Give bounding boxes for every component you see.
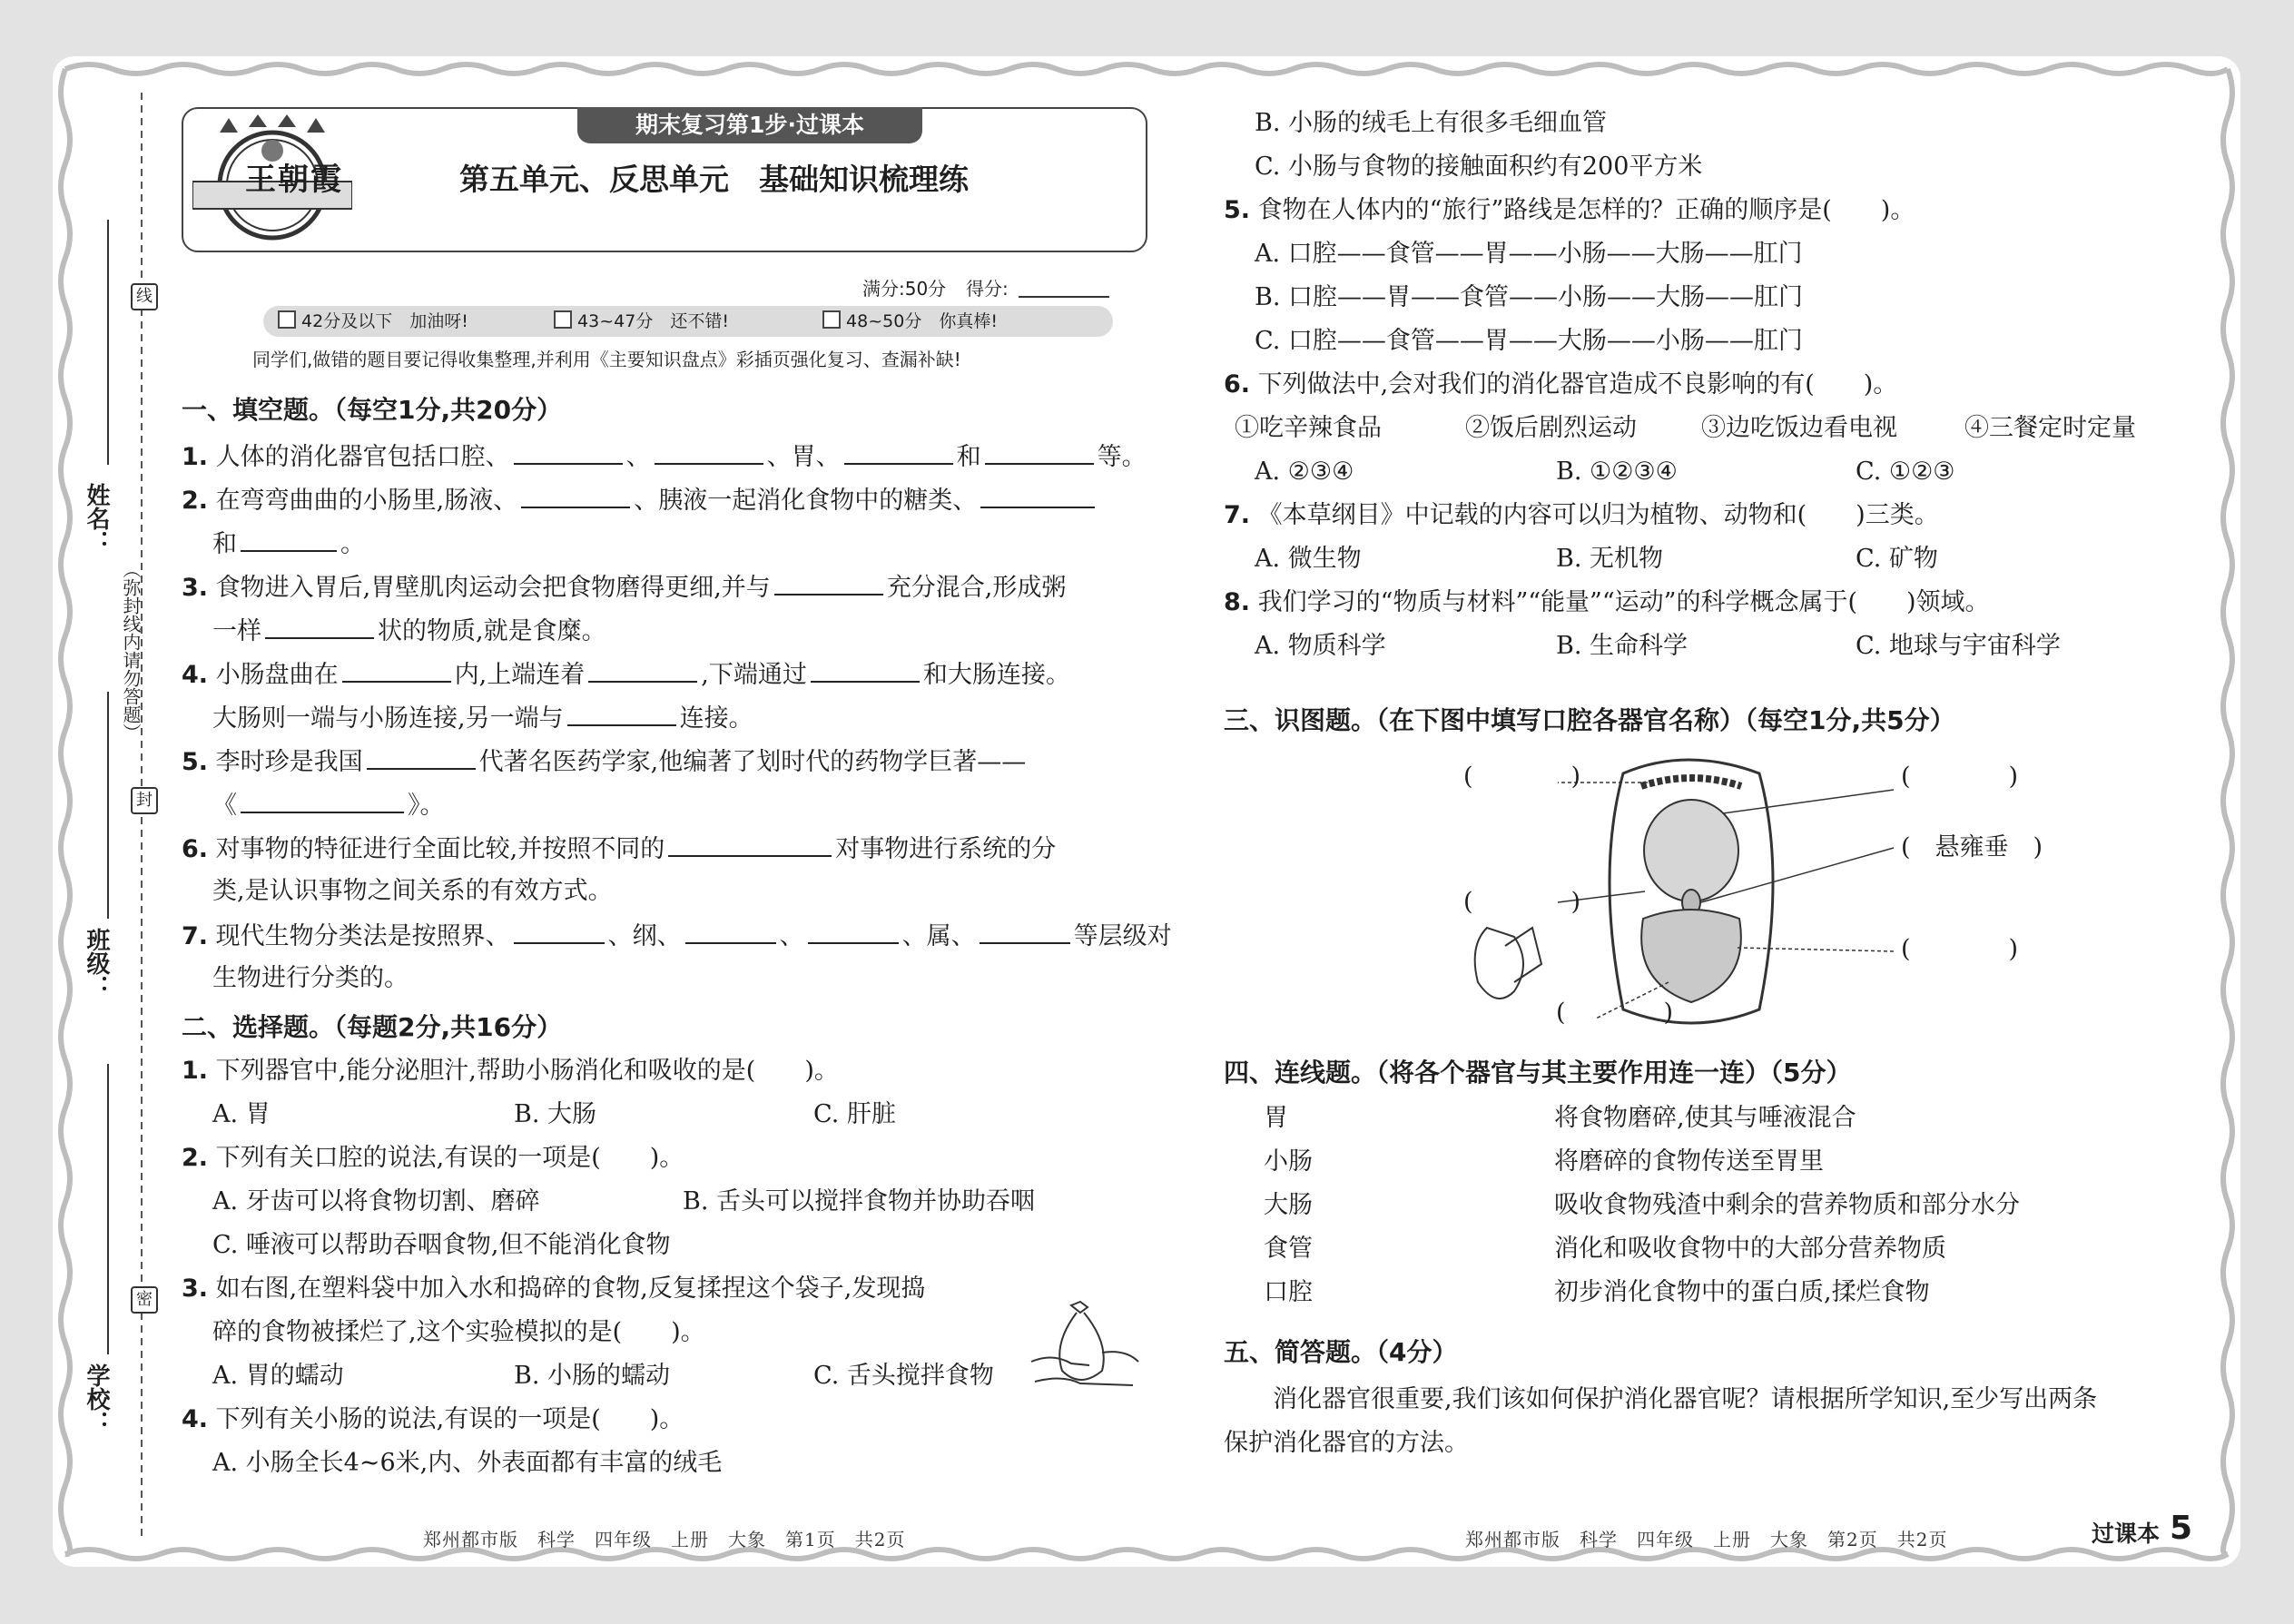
essay-prompt-2: 保护消化器官的方法。 xyxy=(1224,1429,1469,1457)
choice-q7: 7. 《本草纲目》中记载的内容可以归为植物、动物和( )三类。 xyxy=(1224,501,1939,529)
rating-2[interactable]: 43~47分 还不错! xyxy=(554,306,729,337)
page-number: 5 xyxy=(2170,1510,2193,1547)
match-function-4[interactable]: 消化和吸收食物中的大部分营养物质 xyxy=(1554,1235,1946,1263)
choice-q1-b[interactable]: B. 大肠 xyxy=(514,1100,597,1128)
class-field-line[interactable] xyxy=(107,692,109,919)
footer-left: 郑州都市版 科学 四年级 上册 大象 第1页 共2页 xyxy=(423,1529,906,1550)
blank[interactable] xyxy=(985,439,1094,465)
score-got-label: 得分: xyxy=(966,278,1009,300)
choice-q3: 3. 如右图,在塑料袋中加入水和捣碎的食物,反复揉捏这个袋子,发现捣 xyxy=(182,1275,926,1303)
name-field-label: 姓名： xyxy=(83,483,110,554)
blank[interactable] xyxy=(521,483,630,508)
choice-q2-b[interactable]: B. 舌头可以搅拌食物并协助吞咽 xyxy=(683,1187,1036,1216)
book-label: 过课本 xyxy=(2092,1521,2161,1547)
essay-answer-area[interactable] xyxy=(1224,1463,2222,1509)
school-field-line[interactable] xyxy=(107,1064,109,1354)
match-function-5[interactable]: 初步消化食物中的蛋白质,揉烂食物 xyxy=(1554,1278,1930,1306)
diagram-label-uvula: ( 悬雍垂 ) xyxy=(1901,833,2043,861)
diagram-blank-3[interactable]: ( ) xyxy=(1901,763,2019,791)
choice-q5-c[interactable]: C. 口腔——食管——胃——大肠——小肠——肛门 xyxy=(1255,327,1803,355)
fill-q5-cont: 《 》。 xyxy=(212,788,445,822)
blank[interactable] xyxy=(241,527,337,552)
choice-q6-a[interactable]: A. ②③④ xyxy=(1255,458,1354,486)
seal-label-seal: 封 xyxy=(131,787,158,814)
rating-3[interactable]: 48~50分 你真棒! xyxy=(822,306,998,337)
choice-q8: 8. 我们学习的“物质与材料”“能量”“运动”的科学概念属于( )领域。 xyxy=(1224,588,1990,616)
score-full: 满分:50分 xyxy=(862,278,947,300)
seal-label-close: 密 xyxy=(131,1286,158,1314)
match-organ-3[interactable]: 大肠 xyxy=(1264,1191,1313,1219)
school-field-label: 学校： xyxy=(83,1363,110,1434)
section-choice-title: 二、选择题。（每题2分,共16分） xyxy=(182,1012,563,1042)
match-organ-4[interactable]: 食管 xyxy=(1264,1235,1313,1263)
name-field-line[interactable] xyxy=(107,220,109,465)
fill-q1: 1. 人体的消化器官包括口腔、 、 、胃、 和 等。 xyxy=(182,439,1147,474)
match-organ-2[interactable]: 小肠 xyxy=(1264,1147,1313,1176)
choice-q5-b[interactable]: B. 口腔——胃——食管——小肠——大肠——肛门 xyxy=(1255,283,1804,311)
choice-q3-a[interactable]: A. 胃的蠕动 xyxy=(212,1362,344,1390)
page-title: 第五单元、反思单元 基础知识梳理练 xyxy=(459,162,969,197)
diagram-blank-2[interactable]: ( ) xyxy=(1463,888,1581,916)
match-function-1[interactable]: 将食物磨碎,使其与唾液混合 xyxy=(1554,1104,1856,1132)
choice-q4-a[interactable]: A. 小肠全长4~6米,内、外表面都有丰富的绒毛 xyxy=(212,1449,723,1477)
blank[interactable] xyxy=(685,919,776,944)
logo-text: 王朝霞 xyxy=(245,162,343,198)
fill-q6: 6. 对事物的特征进行全面比较,并按照不同的 对事物进行系统的分 xyxy=(182,832,1056,866)
choice-q3-cont: 碎的食物被揉烂了,这个实验模拟的是( )。 xyxy=(212,1318,705,1346)
blank[interactable] xyxy=(808,919,899,944)
fill-q5: 5. 李时珍是我国 代著名医药学家,他编著了划时代的药物学巨著—— xyxy=(182,744,1026,779)
match-function-2[interactable]: 将磨碎的食物传送至胃里 xyxy=(1554,1147,1824,1176)
blank[interactable] xyxy=(367,744,476,770)
footer-right: 郑州都市版 科学 四年级 上册 大象 第2页 共2页 xyxy=(1465,1529,1948,1550)
section-match-title: 四、连线题。（将各个器官与其主要作用连一连）（5分） xyxy=(1224,1058,1852,1088)
blank[interactable] xyxy=(588,657,697,683)
fill-q2-cont: 和 。 xyxy=(212,527,365,561)
choice-q8-b[interactable]: B. 生命科学 xyxy=(1556,632,1689,660)
blank[interactable] xyxy=(774,570,883,595)
choice-q8-a[interactable]: A. 物质科学 xyxy=(1255,632,1386,660)
choice-q4-b[interactable]: B. 小肠的绒毛上有很多毛细血管 xyxy=(1255,109,1608,137)
blank[interactable] xyxy=(668,832,832,857)
choice-q5-a[interactable]: A. 口腔——食管——胃——小肠——大肠——肛门 xyxy=(1255,240,1803,268)
score-got-field[interactable] xyxy=(1019,296,1109,298)
fill-q3: 3. 食物进入胃后,胃壁肌肉运动会把食物磨得更细,并与 充分混合,形成粥 xyxy=(182,570,1066,605)
section-fill-title: 一、填空题。（每空1分,共20分） xyxy=(182,395,563,425)
fill-q4-cont: 大肠则一端与小肠连接,另一端与 连接。 xyxy=(212,701,753,735)
choice-q6-opt1: ①吃辛辣食品 xyxy=(1235,414,1382,442)
choice-q3-b[interactable]: B. 小肠的蠕动 xyxy=(514,1362,671,1390)
match-organ-5[interactable]: 口腔 xyxy=(1264,1278,1313,1306)
blank[interactable] xyxy=(844,439,953,465)
diagram-blank-5[interactable]: ( ) xyxy=(1556,999,1674,1027)
choice-q7-b[interactable]: B. 无机物 xyxy=(1556,545,1664,573)
choice-q6-opt3: ③边吃饭边看电视 xyxy=(1701,414,1897,442)
choice-q7-c[interactable]: C. 矿物 xyxy=(1856,545,1938,573)
section-essay-title: 五、简答题。（4分） xyxy=(1224,1337,1458,1367)
match-function-3[interactable]: 吸收食物残渣中剩余的营养物质和部分水分 xyxy=(1554,1191,2020,1219)
blank[interactable] xyxy=(567,701,676,726)
blank[interactable] xyxy=(980,919,1070,944)
blank[interactable] xyxy=(265,614,374,639)
section-diagram-title: 三、识图题。（在下图中填写口腔各器官名称）（每空1分,共5分） xyxy=(1224,705,1955,735)
fill-q7: 7. 现代生物分类法是按照界、 、纲、 、 、属、 等层级对 xyxy=(182,919,1172,953)
fill-q7-cont: 生物进行分类的。 xyxy=(212,964,409,992)
choice-q2: 2. 下列有关口腔的说法,有误的一项是( )。 xyxy=(182,1144,684,1172)
choice-q8-c[interactable]: C. 地球与宇宙科学 xyxy=(1856,632,2061,660)
choice-q6: 6. 下列做法中,会对我们的消化器官造成不良影响的有( )。 xyxy=(1224,370,1898,399)
rating-1[interactable]: 42分及以下 加油呀! xyxy=(278,306,468,337)
choice-q6-opt2: ②饭后剧烈运动 xyxy=(1465,414,1637,442)
class-field-label: 班级： xyxy=(83,928,110,999)
blank[interactable] xyxy=(514,919,605,944)
choice-q4-c[interactable]: C. 小肠与食物的接触面积约有200平方米 xyxy=(1255,153,1703,181)
blank[interactable] xyxy=(811,657,920,683)
series-tab: 期末复习第1步·过课本 xyxy=(577,107,922,143)
choice-q4: 4. 下列有关小肠的说法,有误的一项是( )。 xyxy=(182,1405,684,1433)
fill-q4: 4. 小肠盘曲在 内,上端连着 ,下端通过 和大肠连接。 xyxy=(182,657,1070,692)
fill-q2: 2. 在弯弯曲曲的小肠里,肠液、 、胰液一起消化食物中的糖类、 xyxy=(182,483,1098,517)
choice-q1: 1. 下列器官中,能分泌胆汁,帮助小肠消化和吸收的是( )。 xyxy=(182,1057,839,1085)
choice-q6-b[interactable]: B. ①②③④ xyxy=(1556,458,1678,486)
choice-q5: 5. 食物在人体内的“旅行”路线是怎样的？正确的顺序是( )。 xyxy=(1224,196,1915,224)
blank[interactable] xyxy=(514,439,623,465)
seal-notice: （弥封线内请勿答题） xyxy=(120,560,142,742)
blank[interactable] xyxy=(342,657,451,683)
choice-q2-c[interactable]: C. 唾液可以帮助吞咽食物,但不能消化食物 xyxy=(212,1231,671,1259)
choice-q7-a[interactable]: A. 微生物 xyxy=(1255,545,1362,573)
fill-q3-cont: 一样 状的物质,就是食糜。 xyxy=(212,614,606,648)
essay-prompt-1: 消化器官很重要,我们该如何保护消化器官呢？请根据所学知识,至少写出两条 xyxy=(1273,1385,2098,1413)
seal-label-line: 线 xyxy=(131,283,158,310)
tip-text: 同学们,做错的题目要记得收集整理,并利用《主要知识盘点》彩插页强化复习、查漏补缺! xyxy=(252,349,961,370)
choice-q6-opt4: ④三餐定时定量 xyxy=(1964,414,2136,442)
blank[interactable] xyxy=(655,439,763,465)
match-organ-1[interactable]: 胃 xyxy=(1264,1104,1288,1132)
choice-q6-c[interactable]: C. ①②③ xyxy=(1856,458,1955,486)
choice-q1-c[interactable]: C. 肝脏 xyxy=(813,1100,896,1128)
fill-q6-cont: 类,是认识事物之间关系的有效方式。 xyxy=(212,877,613,905)
plastic-bag-illustration xyxy=(1026,1298,1144,1400)
choice-q1-a[interactable]: A. 胃 xyxy=(212,1100,271,1128)
blank[interactable] xyxy=(241,788,404,813)
choice-q3-c[interactable]: C. 舌头搅拌食物 xyxy=(813,1362,994,1390)
blank[interactable] xyxy=(980,483,1095,508)
diagram-blank-1[interactable]: ( ) xyxy=(1463,763,1581,791)
choice-q2-a[interactable]: A. 牙齿可以将食物切割、磨碎 xyxy=(212,1187,540,1216)
exam-sheet xyxy=(53,56,2240,1567)
diagram-blank-4[interactable]: ( ) xyxy=(1901,935,2019,963)
